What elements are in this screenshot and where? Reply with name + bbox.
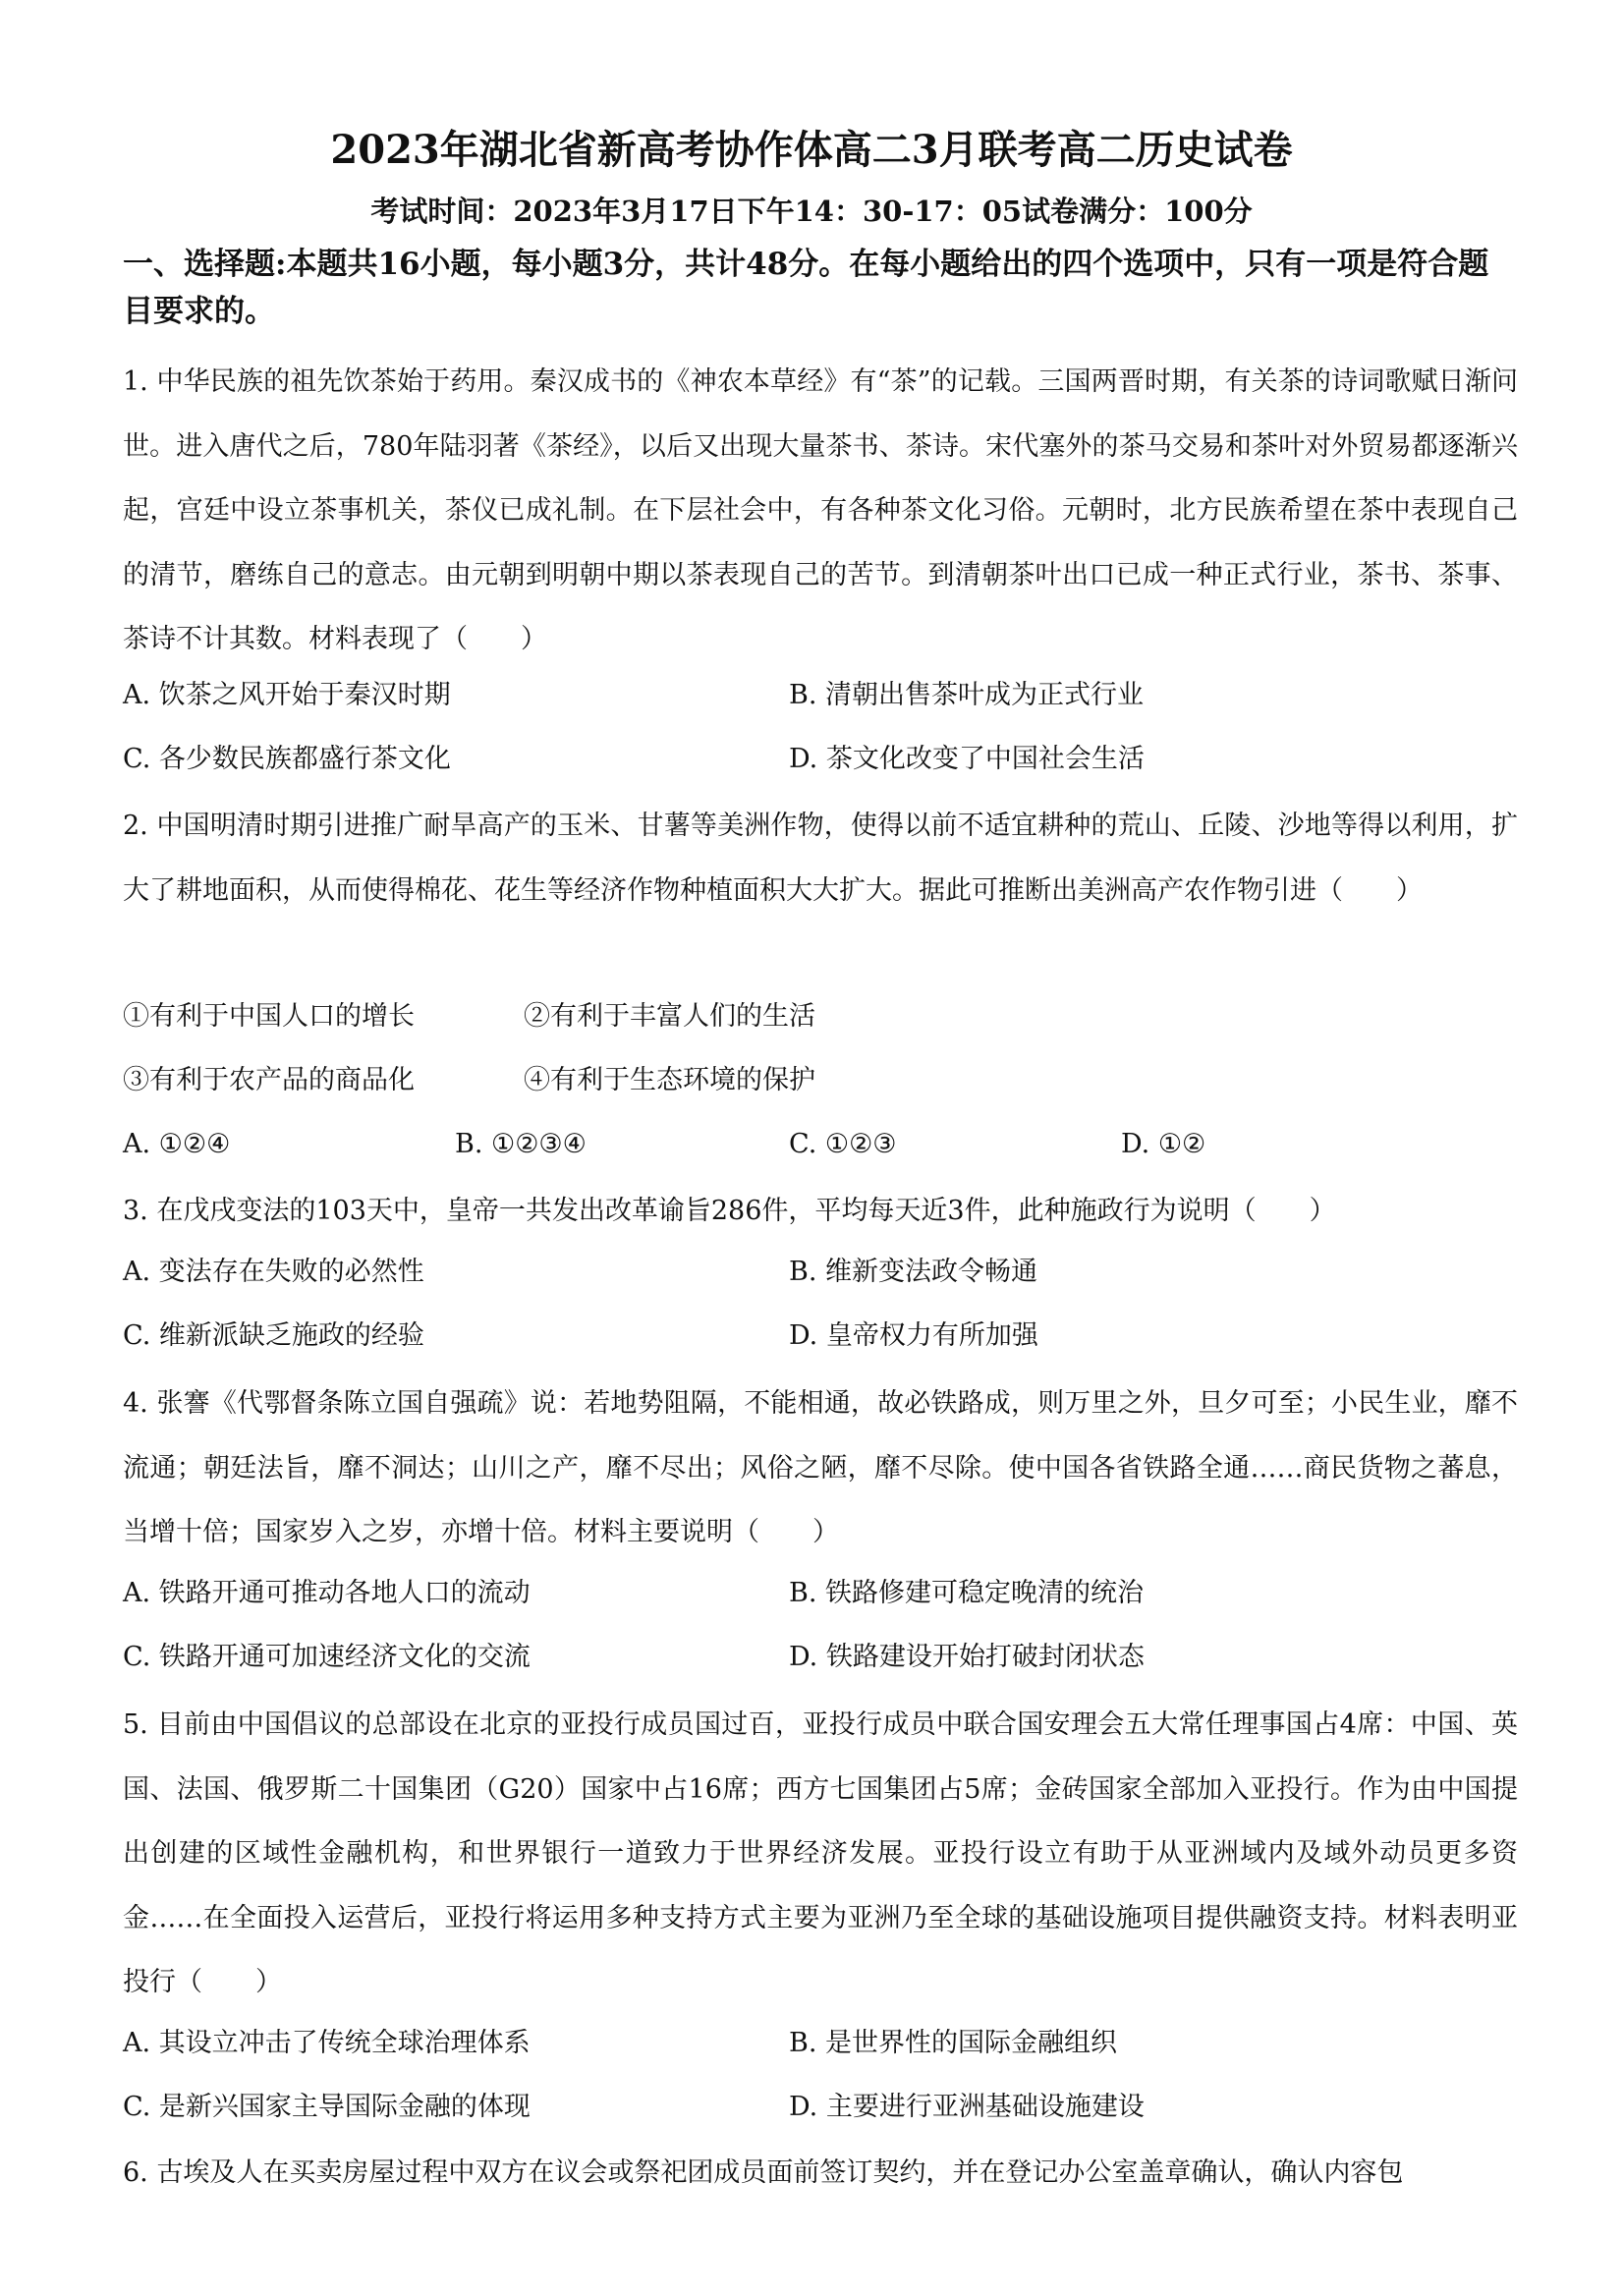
- question-2-option-a[interactable]: A. ①②④: [123, 1129, 231, 1159]
- question-1-option-c[interactable]: C. 各少数民族都盛行茶文化: [123, 744, 451, 774]
- question-5-option-c[interactable]: C. 是新兴国家主导国际金融的体现: [123, 2092, 531, 2122]
- question-5-option-b[interactable]: B. 是世界性的国际金融组织: [789, 2028, 1118, 2058]
- question-2-option-b[interactable]: B. ①②③④: [455, 1129, 587, 1159]
- question-4-option-a[interactable]: A. 铁路开通可推动各地人口的流动: [123, 1578, 531, 1608]
- question-2-option-d[interactable]: D. ①②: [1121, 1129, 1206, 1159]
- question-4-stem: 4. 张謇《代鄂督条陈立国自强疏》说：若地势阻隔，不能相通，故必铁路成，则万里之外，旦夕可至；小民生业，靡不流通；朝廷法旨，靡不洞达；山川之产，靡不尽出；风俗之陋，靡不尽除。使中国各省铁路全通……商民货物之蕃息，当增十倍；国家岁入之岁，亦增十倍。材料主要说明（ ）: [123, 1388, 1518, 1547]
- question-4-option-c[interactable]: C. 铁路开通可加速经济文化的交流: [123, 1642, 531, 1672]
- question-4-option-b[interactable]: B. 铁路修建可稳定晚清的统治: [789, 1578, 1145, 1608]
- question-5-option-a[interactable]: A. 其设立冲击了传统全球治理体系: [123, 2028, 531, 2058]
- question-3-option-b[interactable]: B. 维新变法政令畅通: [789, 1257, 1038, 1287]
- question-2-option-c[interactable]: C. ①②③: [789, 1129, 897, 1159]
- question-3-option-c[interactable]: C. 维新派缺乏施政的经验: [123, 1320, 424, 1351]
- question-2-item-1: ①有利于中国人口的增长: [123, 1001, 415, 1032]
- question-3-stem: 3. 在戊戌变法的103天中，皇帝一共发出改革谕旨286件，平均每天近3件，此种施政行为说明（ ）: [123, 1196, 1336, 1226]
- question-3-option-a[interactable]: A. 变法存在失败的必然性: [123, 1257, 424, 1287]
- question-2-item-4: ④有利于生态环境的保护: [524, 1065, 815, 1095]
- exam-subtitle: 考试时间：2023年3月17日下午14：30-17：05试卷满分：100分: [370, 195, 1253, 228]
- question-3-option-d[interactable]: D. 皇帝权力有所加强: [789, 1320, 1038, 1351]
- question-1-option-a[interactable]: A. 饮茶之风开始于秦汉时期: [123, 680, 451, 710]
- question-2-stem: 2. 中国明清时期引进推广耐旱高产的玉米、甘薯等美洲作物，使得以前不适宜耕种的荒山、丘陵、沙地等得以利用，扩大了耕地面积，从而使得棉花、花生等经济作物种植面积大大扩大。据此可推断出美洲高产农作物引进（ ）: [123, 811, 1518, 906]
- question-4-option-d[interactable]: D. 铁路建设开始打破封闭状态: [789, 1642, 1145, 1672]
- question-5-option-d[interactable]: D. 主要进行亚洲基础设施建设: [789, 2092, 1145, 2122]
- exam-title: 2023年湖北省新高考协作体高二3月联考高二历史试卷: [330, 127, 1293, 173]
- question-2-item-2: ②有利于丰富人们的生活: [524, 1001, 815, 1032]
- question-2-item-3: ③有利于农产品的商品化: [123, 1065, 415, 1095]
- question-1-stem: 1. 中华民族的祖先饮茶始于药用。秦汉成书的《神农本草经》有“茶”的记载。三国两晋时期，有关茶的诗词歌赋日渐问世。进入唐代之后，780年陆羽著《茶经》，以后又出现大量茶书、茶诗。宋代塞外的茶马交易和茶叶对外贸易都逐渐兴起，宫廷中设立茶事机关，茶仪已成礼制。在下层社会中，有各种茶文化习俗。元朝时，北方民族希望在茶中表现自己的清节，磨练自己的意志。由元朝到明朝中期以茶表现自己的苦节。到清朝茶叶出口已成一种正式行业，茶书、茶事、茶诗不计其数。材料表现了（ ）: [123, 366, 1518, 654]
- question-5-stem: 5. 目前由中国倡议的总部设在北京的亚投行成员国过百，亚投行成员中联合国安理会五大常任理事国占4席：中国、英国、法国、俄罗斯二十国集团（G20）国家中占16席；西方七国集团占5席；金砖国家全部加入亚投行。作为由中国提出创建的区域性金融机构，和世界银行一道致力于世界经济发展。亚投行设立有助于从亚洲域内及域外动员更多资金……在全面投入运营后，亚投行将运用多种支持方式主要为亚洲乃至全球的基础设施项目提供融资支持。材料表明亚投行（ ）: [123, 1709, 1518, 1997]
- question-6-stem: 6. 古埃及人在买卖房屋过程中双方在议会或祭祀团成员面前签订契约，并在登记办公室盖章确认，确认内容包: [123, 2157, 1404, 2188]
- section-heading: 一、选择题:本题共16小题，每小题3分，共计48分。在每小题给出的四个选项中，只有一项是符合题目要求的。: [123, 247, 1489, 329]
- question-1-option-b[interactable]: B. 清朝出售茶叶成为正式行业: [789, 680, 1145, 710]
- question-1-option-d[interactable]: D. 茶文化改变了中国社会生活: [789, 744, 1145, 774]
